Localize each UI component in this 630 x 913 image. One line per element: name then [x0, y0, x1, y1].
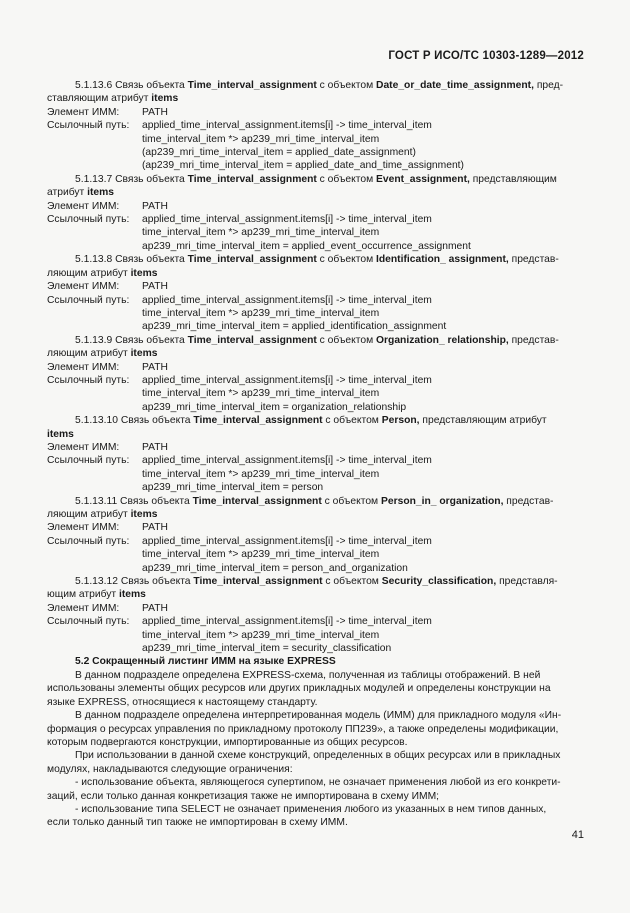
element-value: PATH: [142, 281, 168, 293]
paragraph-line: - использование объекта, являющегося супертипом, не означает применения любой из его конкрети-: [75, 777, 561, 789]
element-row: [47, 280, 587, 293]
clause-text: с объектом: [316, 80, 377, 91]
path-lines: [142, 454, 432, 494]
clause-text: Связь объекта: [112, 80, 188, 91]
clause-heading: [47, 334, 587, 347]
clause-text: представ-: [508, 334, 559, 346]
attribute-name: items: [47, 428, 74, 440]
clause-text: пред-: [533, 80, 564, 91]
path-line: time_interval_item *> ap239_mri_time_interval_item: [142, 629, 380, 641]
element-row: [47, 106, 587, 119]
paragraph-line: При использовании в данной схеме конструкций, определенных в общих ресурсах или в прикладных: [75, 750, 561, 762]
paragraph-line: использованы элементы общих ресурсов или других прикладных модулей и определены конструкции на: [47, 683, 551, 695]
path-line: ap239_mri_time_interval_item = person_and_organization: [142, 562, 408, 574]
clause-continuation: [47, 92, 587, 105]
element-value: PATH: [142, 602, 168, 614]
clause-text: с объектом: [321, 495, 381, 507]
element-label: Элемент ИММ:: [47, 522, 120, 534]
target-entity-name: Person,: [381, 415, 420, 427]
paragraph-line: языке EXPRESS, относящиеся к настоящему стандарту.: [47, 696, 318, 708]
path-line: (ap239_mri_time_interval_item = applied_date_and_time_assignment): [142, 160, 464, 172]
clause-number: 5.1.13.7: [75, 173, 113, 185]
paragraph-line: если только данный тип также не импортирован в схему ИММ.: [47, 817, 348, 829]
element-label: Элемент ИММ:: [47, 281, 120, 293]
attribute-name: items: [130, 348, 158, 360]
path-line: ap239_mri_time_interval_item = applied_event_occurrence_assignment: [142, 240, 471, 252]
clause-number: 5.1.13.10: [75, 415, 118, 427]
path-line: applied_time_interval_assignment.items[i] -> time_interval_item: [142, 374, 432, 386]
clause-text: ляющим атрибут: [47, 348, 131, 360]
clause-text: Связь объекта: [112, 334, 188, 346]
path-label: Ссылочный путь:: [47, 616, 130, 628]
clause-continuation: [47, 508, 587, 521]
path-lines: [142, 615, 432, 655]
clause-text: ляющим атрибут: [47, 509, 131, 520]
path-line: applied_time_interval_assignment.items[i] -> time_interval_item: [142, 616, 432, 628]
clause-number: 5.1.13.12: [75, 576, 118, 588]
clause-number: 5.1.13.11: [75, 495, 118, 507]
path-line: applied_time_interval_assignment.items[i] -> time_interval_item: [142, 214, 432, 226]
clause-text: ляющим атрибут: [47, 267, 131, 279]
clause-text: представля-: [496, 576, 558, 588]
element-value: PATH: [142, 200, 168, 212]
clause-text: ющим атрибут: [47, 589, 119, 601]
clause-continuation: [47, 588, 587, 601]
path-row: [47, 615, 587, 655]
clause-number: 5.1.13.6: [75, 80, 113, 91]
path-line: time_interval_item *> ap239_mri_time_interval_item: [142, 388, 380, 400]
page-body: [47, 79, 587, 830]
path-line: ap239_mri_time_interval_item = person: [142, 482, 324, 494]
clause-text: Связь объекта: [117, 576, 194, 588]
target-entity-name: Date_or_date_time_assignment,: [376, 80, 534, 91]
element-label: Элемент ИММ:: [47, 106, 120, 118]
path-label: Ссылочный путь:: [47, 374, 130, 386]
clause-text: с объектом: [316, 334, 377, 346]
element-label: Элемент ИММ:: [47, 441, 120, 453]
attribute-name: items: [130, 267, 158, 279]
path-row: [47, 454, 587, 494]
path-lines: [142, 374, 432, 414]
clause-text: ставляющим атрибут: [47, 93, 152, 105]
element-label: Элемент ИММ:: [47, 200, 120, 212]
element-label: Элемент ИММ:: [47, 361, 120, 373]
element-row: [47, 441, 587, 454]
clause-continuation: [47, 186, 587, 199]
path-label: Ссылочный путь:: [47, 294, 130, 306]
path-line: time_interval_item *> ap239_mri_time_interval_item: [142, 307, 380, 319]
clause-text: представляющим атрибут: [419, 415, 547, 427]
entity-name: Time_interval_assignment: [187, 173, 317, 185]
attribute-name: items: [118, 589, 146, 601]
attribute-name: items: [87, 187, 114, 199]
clause-heading: [47, 575, 587, 588]
paragraph-line: - использование типа SELECT не означает применения любого из указанных в нем типов данных,: [75, 803, 547, 815]
path-line: time_interval_item *> ap239_mri_time_interval_item: [142, 227, 380, 239]
target-entity-name: Identification_ assignment,: [376, 254, 509, 266]
clause-continuation: [47, 267, 587, 280]
path-line: time_interval_item *> ap239_mri_time_interval_item: [142, 468, 380, 480]
target-entity-name: Security_classification,: [381, 576, 497, 588]
clause-text: атрибут: [47, 187, 88, 199]
clause-text: представ-: [503, 495, 554, 507]
target-entity-name: Organization_ relationship,: [376, 334, 509, 346]
path-lines: [142, 294, 446, 334]
clause-text: Связь объекта: [117, 415, 194, 427]
attribute-name: items: [151, 93, 179, 105]
element-row: [47, 200, 587, 213]
clause-text: представляющим: [469, 173, 557, 185]
path-line: applied_time_interval_assignment.items[i] -> time_interval_item: [142, 535, 432, 547]
path-label: Ссылочный путь:: [47, 120, 130, 132]
path-line: applied_time_interval_assignment.items[i] -> time_interval_item: [142, 294, 432, 306]
path-label: Ссылочный путь:: [47, 455, 130, 467]
section-title: [47, 655, 587, 668]
path-line: applied_time_interval_assignment.items[i] -> time_interval_item: [142, 455, 432, 467]
path-lines: [142, 213, 471, 253]
attribute-name: items: [130, 509, 158, 520]
path-row: [47, 294, 587, 334]
path-label: Ссылочный путь:: [47, 214, 130, 226]
path-row: [47, 535, 587, 575]
entity-name: Time_interval_assignment: [192, 495, 322, 507]
element-row: [47, 361, 587, 374]
target-entity-name: Event_assignment,: [376, 173, 470, 185]
clause-text: Связь объекта: [112, 173, 188, 185]
clause-text: с объектом: [316, 173, 377, 185]
paragraph-line: которым подвергаются конструкции, импортированные из общих ресурсов.: [47, 736, 408, 748]
path-line: (ap239_mri_time_interval_item = applied_date_assignment): [142, 147, 416, 159]
clause-heading: [47, 79, 587, 92]
path-row: [47, 213, 587, 253]
element-row: [47, 521, 587, 534]
target-entity-name: Person_in_ organization,: [380, 495, 504, 507]
clause-text: с объектом: [322, 576, 382, 588]
path-lines: [142, 119, 464, 173]
clause-text: с объектом: [322, 415, 382, 427]
section-title-text: 5.2 Сокращенный листинг ИММ на языке EXPRESS: [75, 656, 336, 668]
entity-name: Time_interval_assignment: [193, 576, 323, 588]
path-line: ap239_mri_time_interval_item = applied_identification_assignment: [142, 321, 447, 333]
clause-heading: [47, 495, 587, 508]
element-label: Элемент ИММ:: [47, 602, 120, 614]
path-line: ap239_mri_time_interval_item = security_classification: [142, 643, 392, 655]
element-value: PATH: [142, 441, 168, 453]
paragraph-line: модулях, накладываются следующие ограничения:: [47, 763, 293, 775]
clause-text: Связь объекта: [112, 254, 188, 266]
path-row: [47, 119, 587, 173]
path-lines: [142, 535, 432, 575]
paragraph-line: формация о ресурсах управления по прикладному протоколу ПП239», а также определены модификации,: [47, 723, 559, 735]
element-row: [47, 602, 587, 615]
clause-heading: [47, 253, 587, 266]
clause-text: с объектом: [316, 254, 377, 266]
entity-name: Time_interval_assignment: [187, 80, 317, 91]
clause-continuation: [47, 428, 587, 441]
clause-heading: [47, 414, 587, 427]
element-value: PATH: [142, 361, 168, 373]
path-line: applied_time_interval_assignment.items[i] -> time_interval_item: [142, 120, 432, 132]
clause-text: представ-: [508, 254, 559, 266]
paragraph-line: В данном подразделе определена EXPRESS-схема, полученная из таблицы отображений. В ней: [75, 669, 541, 681]
entity-name: Time_interval_assignment: [187, 254, 317, 266]
clause-number: 5.1.13.8: [75, 254, 113, 266]
clause-continuation: [47, 347, 587, 360]
path-line: time_interval_item *> ap239_mri_time_interval_item: [142, 133, 380, 145]
path-row: [47, 374, 587, 414]
clause-heading: [47, 173, 587, 186]
paragraph-line: В данном подразделе определена интерпретированная модель (ИММ) для прикладного модуля «Ин-: [75, 710, 562, 722]
clause-text: Связь объекта: [117, 495, 193, 507]
path-line: ap239_mri_time_interval_item = organization_relationship: [142, 401, 407, 413]
page-number: 41: [571, 829, 584, 841]
clause-number: 5.1.13.9: [75, 334, 113, 346]
path-line: time_interval_item *> ap239_mri_time_interval_item: [142, 549, 380, 561]
entity-name: Time_interval_assignment: [193, 415, 323, 427]
element-value: PATH: [142, 106, 168, 118]
path-label: Ссылочный путь:: [47, 535, 130, 547]
element-value: PATH: [142, 522, 168, 534]
page-header: ГОСТ Р ИСО/ТС 10303-1289—2012: [388, 50, 584, 62]
entity-name: Time_interval_assignment: [187, 334, 317, 346]
paragraph-line: заций, если только данная конкретизация также не импортирована в схему ИММ;: [47, 790, 440, 802]
